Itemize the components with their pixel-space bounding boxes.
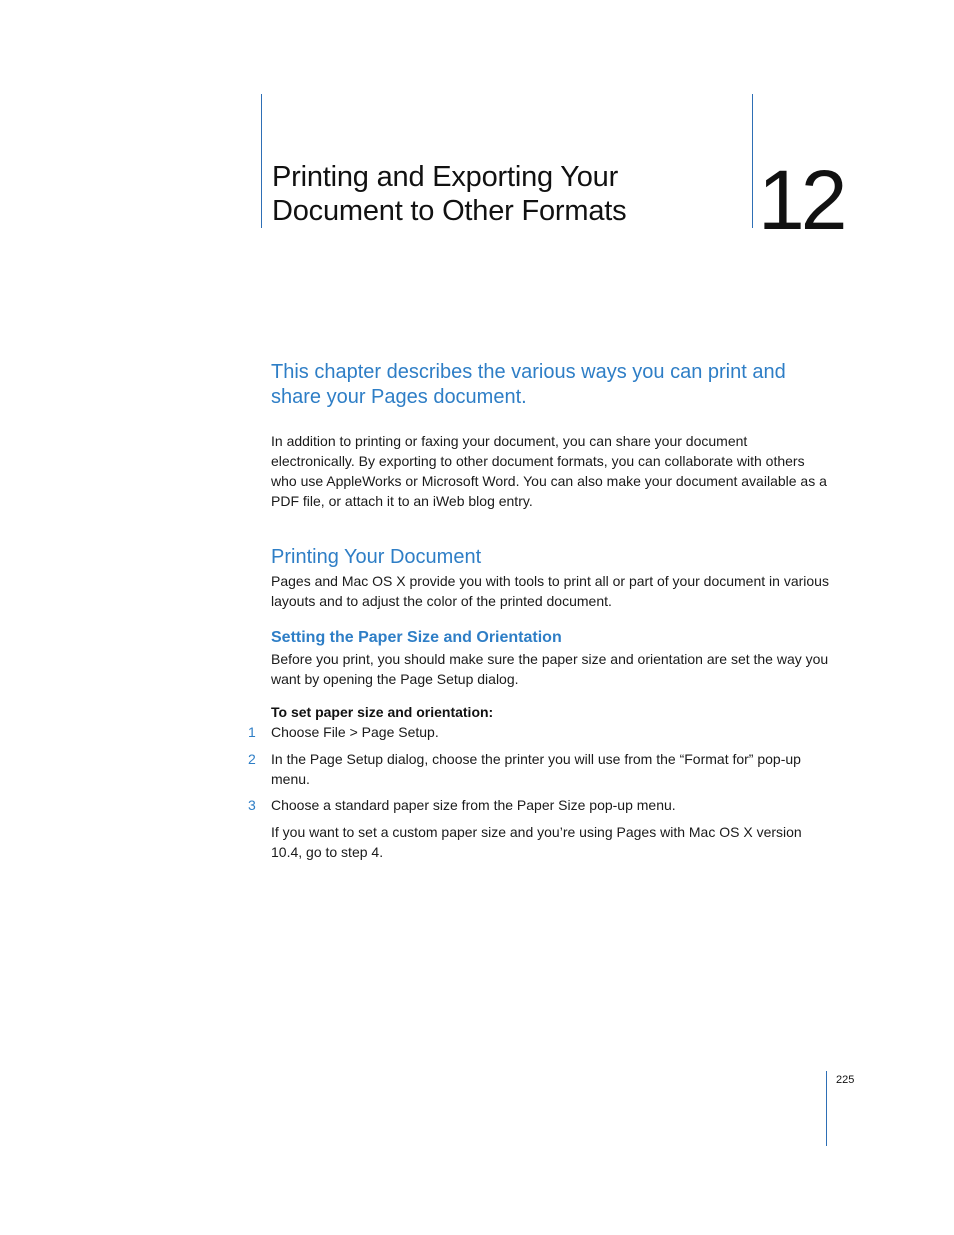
task-step (248, 749, 832, 789)
task-followup-paragraph: If you want to set a custom paper size and you’re using Pages with Mac OS X version 10.4, go to step 4. (271, 824, 802, 860)
chapter-rule-left (261, 94, 262, 228)
step-number: 3 (248, 797, 256, 813)
chapter-intro: This chapter describes the various ways you can print and share your Pages document. (271, 361, 786, 408)
subsection-heading-paper-size: Setting the Paper Size and Orientation (271, 629, 562, 646)
chapter-title: Printing and Exporting Your Document to Other Formats (272, 161, 627, 227)
chapter-rule-right (752, 94, 753, 228)
task-step (248, 722, 832, 742)
step-text: Choose File > Page Setup. (271, 724, 439, 740)
overview-paragraph: In addition to printing or faxing your document, you can share your document electronically. By exporting to other document formats, you can collaborate with others who use AppleWorks or Microsoft Word. You can also make your document available as a PDF file, or attach it to an iWeb blog entry. (271, 433, 827, 509)
subsection-paragraph-paper-size: Before you print, you should make sure the paper size and orientation are set the way you want by opening the Page Setup dialog. (271, 651, 829, 687)
chapter-number: 12 (758, 153, 844, 247)
task-step (248, 795, 832, 815)
step-text: In the Page Setup dialog, choose the printer you will use from the “Format for” pop-up menu. (271, 751, 801, 787)
step-number: 1 (248, 724, 256, 740)
section-heading-printing: Printing Your Document (271, 546, 482, 568)
section-paragraph-printing: Pages and Mac OS X provide you with tools to print all or part of your document in various layouts and to adjust the color of the printed document. (271, 573, 829, 609)
page-number: 225 (836, 1074, 855, 1086)
step-text: Choose a standard paper size from the Paper Size pop-up menu. (271, 797, 676, 813)
step-number: 2 (248, 751, 256, 767)
task-heading: To set paper size and orientation: (271, 704, 494, 720)
folio-rule (826, 1071, 827, 1146)
